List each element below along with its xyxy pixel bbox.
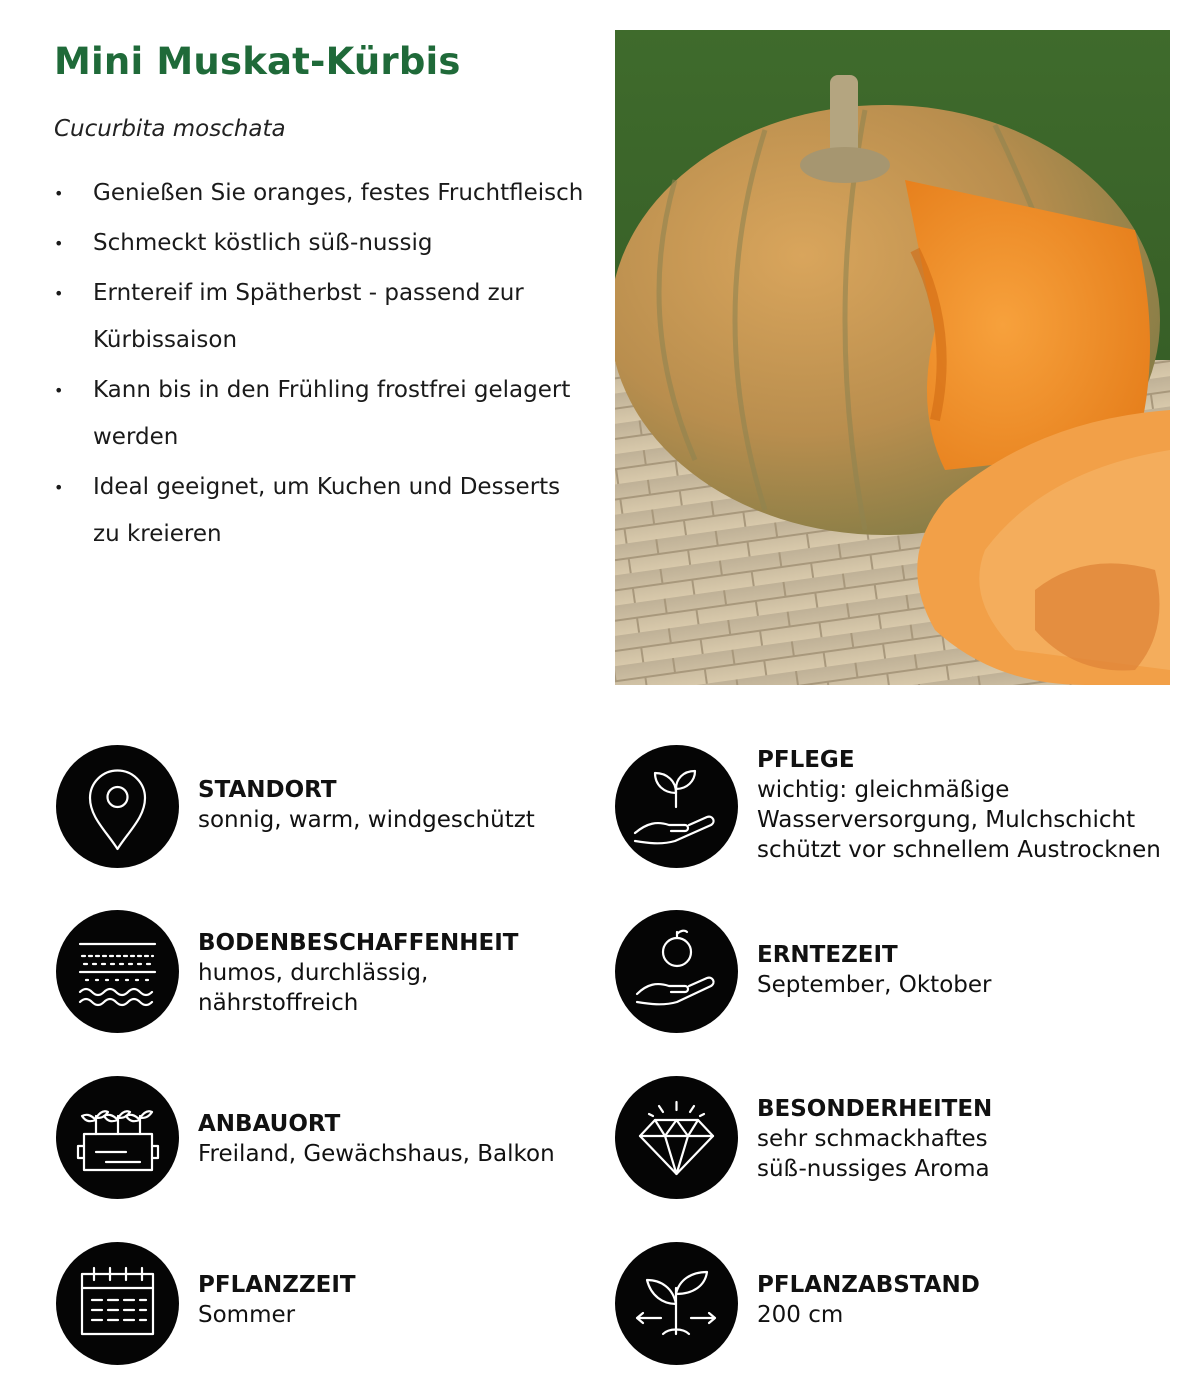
bullet-item bbox=[52, 367, 593, 461]
location-pin-icon bbox=[56, 745, 179, 868]
bullet-text: Ideal geeignet, um Kuchen und Desserts zu kreieren bbox=[93, 474, 561, 547]
fruit-in-hand-icon bbox=[615, 910, 738, 1033]
feature-pflege bbox=[615, 745, 1175, 870]
feature-bodenbeschaffenheit bbox=[56, 910, 616, 1035]
soil-layers-icon bbox=[56, 910, 179, 1033]
diamond-icon bbox=[615, 1076, 738, 1199]
feature-label: PFLANZZEIT bbox=[198, 1272, 356, 1298]
bullet-text: Schmeckt köstlich süß-nussig bbox=[93, 230, 433, 256]
bullet-dot: • bbox=[54, 381, 64, 400]
pumpkin-photo bbox=[615, 30, 1170, 685]
feature-pflanzabstand bbox=[615, 1242, 1175, 1367]
plant-in-hand-icon bbox=[615, 745, 738, 868]
feature-value: Freiland, Gewächshaus, Balkon bbox=[198, 1141, 555, 1167]
bullet-dot: • bbox=[54, 184, 64, 203]
bullet-dot: • bbox=[54, 234, 64, 253]
feature-bullet-list bbox=[52, 170, 612, 561]
feature-erntezeit bbox=[615, 910, 1175, 1035]
feature-label: BODENBESCHAFFENHEIT bbox=[198, 930, 519, 956]
bullet-dot: • bbox=[54, 478, 64, 497]
planter-box-icon bbox=[56, 1076, 179, 1199]
feature-value: humos, durchlässig, nährstoffreich bbox=[198, 960, 429, 1016]
feature-label: PFLANZABSTAND bbox=[757, 1272, 980, 1298]
feature-pflanzzeit bbox=[56, 1242, 616, 1367]
feature-label: STANDORT bbox=[198, 777, 337, 803]
bullet-text: Genießen Sie oranges, festes Fruchtfleisch bbox=[93, 180, 584, 206]
feature-label: PFLEGE bbox=[757, 747, 855, 773]
feature-value: September, Oktober bbox=[757, 972, 992, 998]
bullet-item bbox=[52, 270, 533, 364]
feature-label: ERNTEZEIT bbox=[757, 942, 898, 968]
product-title: Mini Muskat-Kürbis bbox=[54, 40, 461, 83]
bullet-item bbox=[52, 220, 612, 267]
feature-value: sonnig, warm, windgeschützt bbox=[198, 807, 535, 833]
feature-anbauort bbox=[56, 1076, 616, 1201]
bullet-dot: • bbox=[54, 284, 64, 303]
plant-spacing-icon bbox=[615, 1242, 738, 1365]
bullet-text: Erntereif im Spätherbst - passend zur Kürbissaison bbox=[93, 280, 524, 353]
latin-name: Cucurbita moschata bbox=[54, 116, 286, 142]
feature-label: ANBAUORT bbox=[198, 1111, 341, 1137]
calendar-icon bbox=[56, 1242, 179, 1365]
feature-standort bbox=[56, 745, 616, 870]
bullet-text: Kann bis in den Frühling frostfrei gelagert werden bbox=[93, 377, 571, 450]
bullet-item bbox=[52, 170, 612, 217]
feature-value: sehr schmackhaftes süß-nussiges Aroma bbox=[757, 1126, 990, 1182]
feature-value: wichtig: gleichmäßige Wasserversorgung, Mulchschicht schützt vor schnellem Austrocknen bbox=[757, 777, 1161, 863]
feature-value: 200 cm bbox=[757, 1302, 844, 1328]
feature-besonderheiten bbox=[615, 1076, 1175, 1201]
feature-label: BESONDERHEITEN bbox=[757, 1096, 993, 1122]
feature-value: Sommer bbox=[198, 1302, 296, 1328]
bullet-item bbox=[52, 464, 593, 558]
